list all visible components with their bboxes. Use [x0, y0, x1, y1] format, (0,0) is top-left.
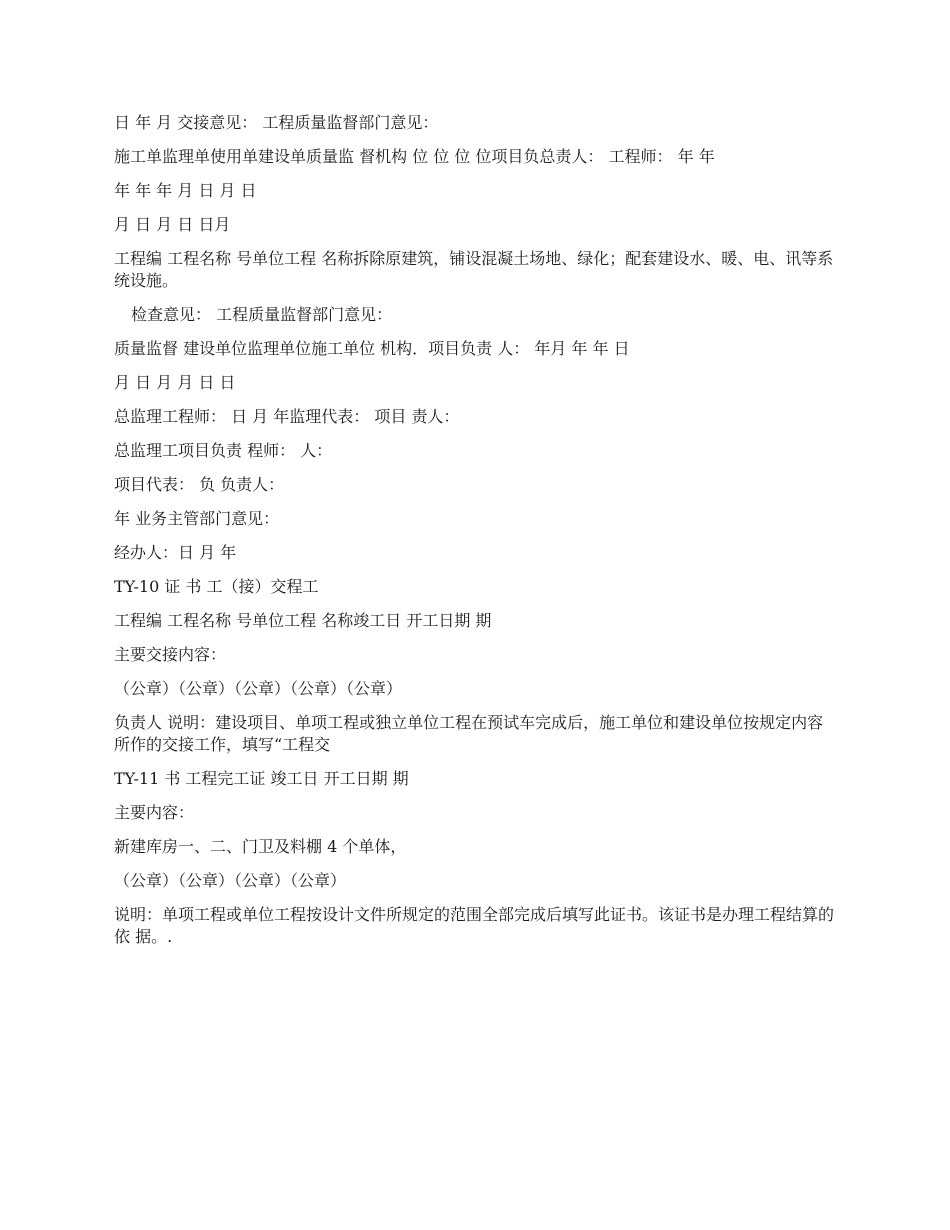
paragraph-20: 主要内容： — [114, 803, 195, 822]
paragraph-8: 月 日 月 月 日 日 — [114, 373, 236, 392]
paragraph-22: （公章）（公章）（公章）（公章） — [114, 871, 347, 890]
paragraph-17: （公章）（公章）（公章）（公章）（公章） — [114, 679, 403, 698]
paragraph-10: 总监理工项目负责 程师： 人： — [114, 441, 333, 460]
paragraph-14: TY-10 证 书 工（接）交程工 — [114, 577, 319, 596]
paragraph-15: 工程编 工程名称 号单位工程 名称竣工日 开工日期 期 — [114, 611, 492, 630]
paragraph-21: 新建库房一、二、门卫及料棚 4 个单体， — [114, 837, 407, 856]
paragraph-3: 年 年 年 月 日 月 日 — [114, 181, 257, 200]
paragraph-1: 日 年 月 交接意见： 工程质量监督部门意见： — [114, 113, 439, 132]
paragraph-5: 工程编 工程名称 号单位工程 名称拆除原建筑，铺设混凝土场地、绿化；配套建设水、暖、电、讯等系统设施。 — [114, 249, 834, 290]
paragraph-7: 质量监督 建设单位监理单位施工单位 机构．项目负责 人： 年月 年 年 日 — [114, 339, 630, 358]
paragraph-23: 说明：单项工程或单位工程按设计文件所规定的范围全部完成后填写此证书。该证书是办理工程结算的依 据。. — [114, 905, 835, 946]
paragraph-11: 项目代表： 负 负责人： — [114, 475, 285, 494]
paragraph-18: 负责人 说明：建设项目、单项工程或独立单位工程在预试车完成后，施工单位和建设单位按规定内容所作的交接工作，填写“工程交 — [114, 713, 824, 754]
paragraph-13: 经办人：日 月 年 — [114, 543, 237, 562]
document-body — [114, 112, 838, 960]
paragraph-16: 主要交接内容： — [114, 645, 227, 664]
paragraph-9: 总监理工程师： 日 月 年监理代表： 项目 责人： — [114, 407, 460, 426]
paragraph-19: TY-11 书 工程完工证 竣工日 开工日期 期 — [114, 769, 409, 788]
paragraph-12: 年 业务主管部门意见： — [114, 509, 280, 528]
paragraph-4: 月 日 月 日 日月 — [114, 215, 231, 234]
paragraph-2: 施工单监理单使用单建设单质量监 督机构 位 位 位 位项目负总责人： 工程师： 年 年 — [114, 147, 715, 166]
paragraph-6: 检查意见： 工程质量监督部门意见： — [131, 305, 393, 324]
